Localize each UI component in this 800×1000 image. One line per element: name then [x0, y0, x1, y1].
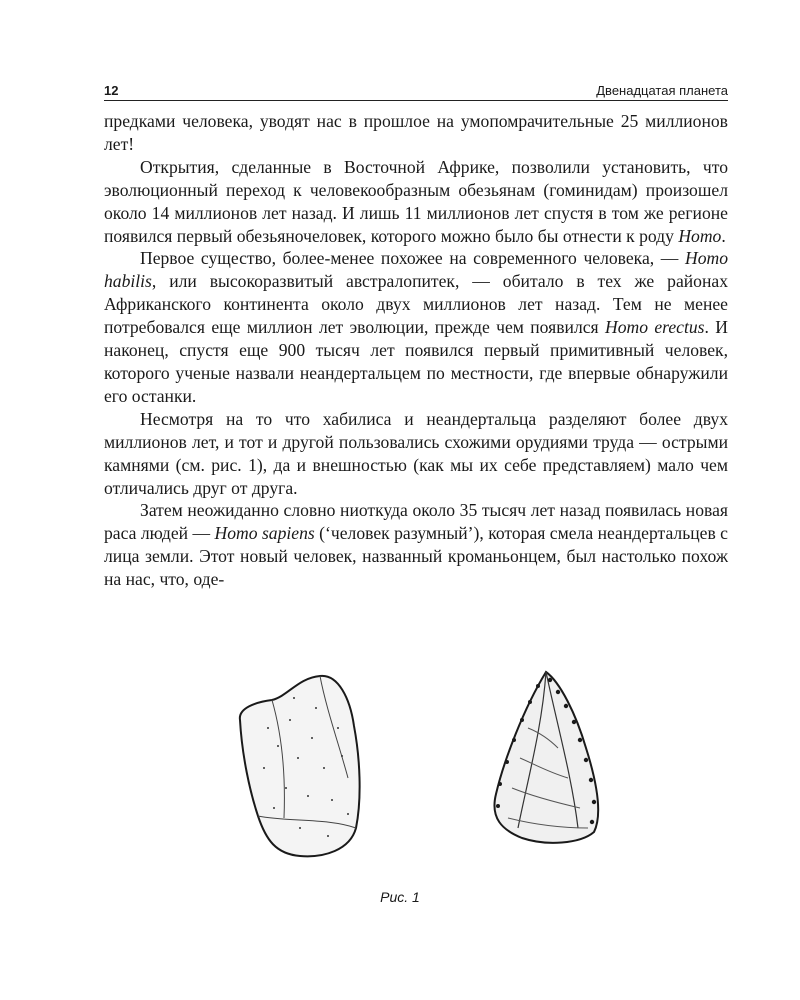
text-run: , или высокоразвитый австралопитек, — обитало в тех же районах Африканского континента около двух миллионов лет назад. Тем не менее потребовался еще миллион лет эволюции, прежде чем появился	[104, 271, 728, 338]
paragraph	[104, 499, 728, 591]
book-title: Двенадцатая планета	[596, 83, 728, 98]
paragraph	[104, 156, 728, 248]
stone-tool-flint-point-illustration	[494, 672, 598, 843]
text-run: Открытия, сделанные в Восточной Африке, позволили установить, что эволюционный переход к человекообразным обезьянам (гоминидам) произошел около 14 миллионов лет назад. И лишь 11 миллионов лет спустя в том же регионе появился первый обезьяночеловек, которого можно было бы отнести к роду	[104, 156, 728, 246]
text-run: (‘человек разумный’), которая смела неандертальцев с лица земли. Этот новый человек, названный кроманьонцем, был настолько похож на нас, что, оде-	[104, 523, 728, 590]
italic-term: Homo	[678, 225, 722, 246]
paragraph	[104, 247, 728, 407]
italic-term: Homo habilis	[104, 248, 728, 292]
text-run: .	[721, 225, 726, 246]
body-text	[104, 110, 728, 591]
figure-caption: Рис. 1	[380, 889, 420, 905]
text-run: Первое существо, более-менее похожее на современного человека, —	[140, 248, 685, 269]
text-run: . И наконец, спустя еще 900 тысяч лет появился первый примитивный человек, которого ученые назвали неандертальцем по местности, где впервые обнаружили его останки.	[104, 317, 728, 406]
running-header	[104, 82, 728, 101]
figure-stone-tools	[228, 668, 638, 868]
page-number: 12	[104, 83, 119, 98]
stone-tool-pebble-illustration	[240, 676, 360, 856]
paragraph	[104, 110, 728, 156]
paragraph	[104, 408, 728, 500]
text-run: Затем неожиданно словно ниоткуда около 35 тысяч лет назад появилась новая раса людей —	[104, 500, 728, 544]
italic-term: Homo sapiens	[214, 523, 315, 544]
text-run: Несмотря на то что хабилиса и неандертальца разделяют более двух миллионов лет, и тот и другой пользовались схожими орудиями труда — острыми камнями (см. рис. 1), да и внешностью (как мы их себе представляем) мало чем отличались друг от друга.	[104, 408, 728, 498]
italic-term: Homo erectus	[605, 317, 705, 338]
text-run: предками человека, уводят нас в прошлое на умопомрачительные 25 миллионов лет!	[104, 111, 728, 154]
